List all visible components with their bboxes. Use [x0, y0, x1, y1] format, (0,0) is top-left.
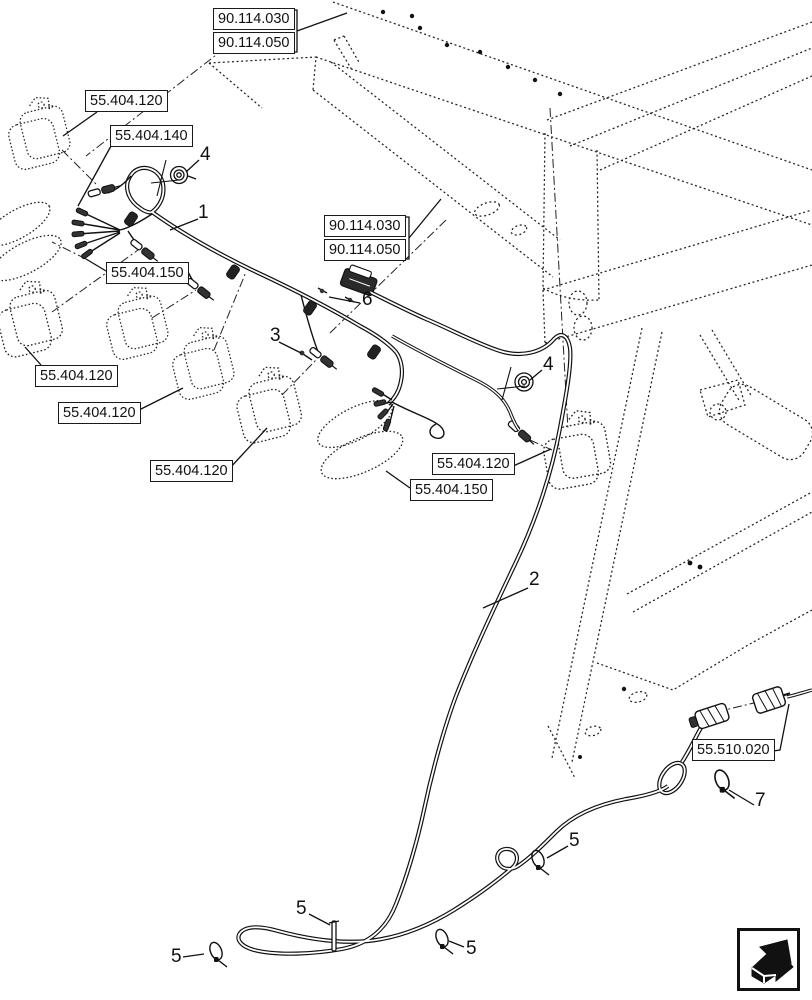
callout-number: 4: [200, 144, 211, 165]
work-light: [99, 282, 172, 361]
connector-55510020: [687, 684, 812, 732]
continuation-arrow-glyph: [740, 931, 797, 988]
lamp-boot: [0, 226, 67, 289]
pin-5: [329, 921, 339, 951]
callout-number: 5: [296, 898, 307, 919]
cable-2: [238, 289, 702, 954]
part-ref-label[interactable]: 55.404.120: [150, 460, 233, 482]
part-ref-label[interactable]: 55.510.020: [692, 739, 775, 761]
part-ref-label[interactable]: 90.114.030: [324, 215, 406, 237]
callout-number: 5: [569, 830, 580, 851]
cable-tie: [208, 941, 227, 967]
frame-holes: [381, 10, 703, 759]
work-light: [0, 276, 66, 360]
bullet-connector: [130, 238, 160, 264]
work-light: [229, 362, 305, 446]
cable-tie-7: [712, 768, 734, 798]
leader-lines: [25, 10, 789, 957]
continuation-arrow-icon[interactable]: [737, 928, 800, 991]
cable-tie: [530, 849, 549, 875]
part-ref-label[interactable]: 90.114.030: [213, 8, 295, 30]
callout-number: 2: [529, 569, 540, 590]
part-ref-label[interactable]: 55.404.120: [35, 365, 118, 387]
part-ref-label[interactable]: 90.114.050: [324, 239, 406, 261]
part-ref-label[interactable]: 55.404.140: [110, 125, 193, 147]
callout-number: 3: [270, 325, 281, 346]
part-ref-label[interactable]: 55.404.120: [432, 453, 515, 475]
machine-frame-structure: [209, 2, 812, 778]
callout-number: 6: [362, 289, 373, 310]
part-ref-label[interactable]: 55.404.120: [58, 402, 141, 424]
callout-number: 5: [171, 946, 182, 967]
bullet-connector: [507, 420, 536, 447]
callout-number: 1: [198, 202, 209, 223]
lamp-boot: [0, 194, 56, 254]
work-light: [165, 322, 238, 401]
grommet-4-left: [151, 160, 196, 196]
bullet-connector: [88, 183, 122, 198]
part-ref-label[interactable]: 90.114.050: [213, 32, 295, 54]
lamp-boot: [315, 422, 409, 489]
bullet-connector: [186, 277, 216, 303]
bullet-connector: [309, 346, 339, 372]
callout-number: 4: [543, 354, 554, 375]
grommet-4-right: [497, 367, 533, 400]
part-ref-label[interactable]: 55.404.150: [410, 479, 493, 501]
callout-number: 5: [466, 938, 477, 959]
callout-number: 7: [755, 790, 766, 811]
part-ref-label[interactable]: 55.404.120: [85, 90, 168, 112]
work-light: [1, 92, 74, 171]
part-ref-label[interactable]: 55.404.150: [106, 262, 189, 284]
